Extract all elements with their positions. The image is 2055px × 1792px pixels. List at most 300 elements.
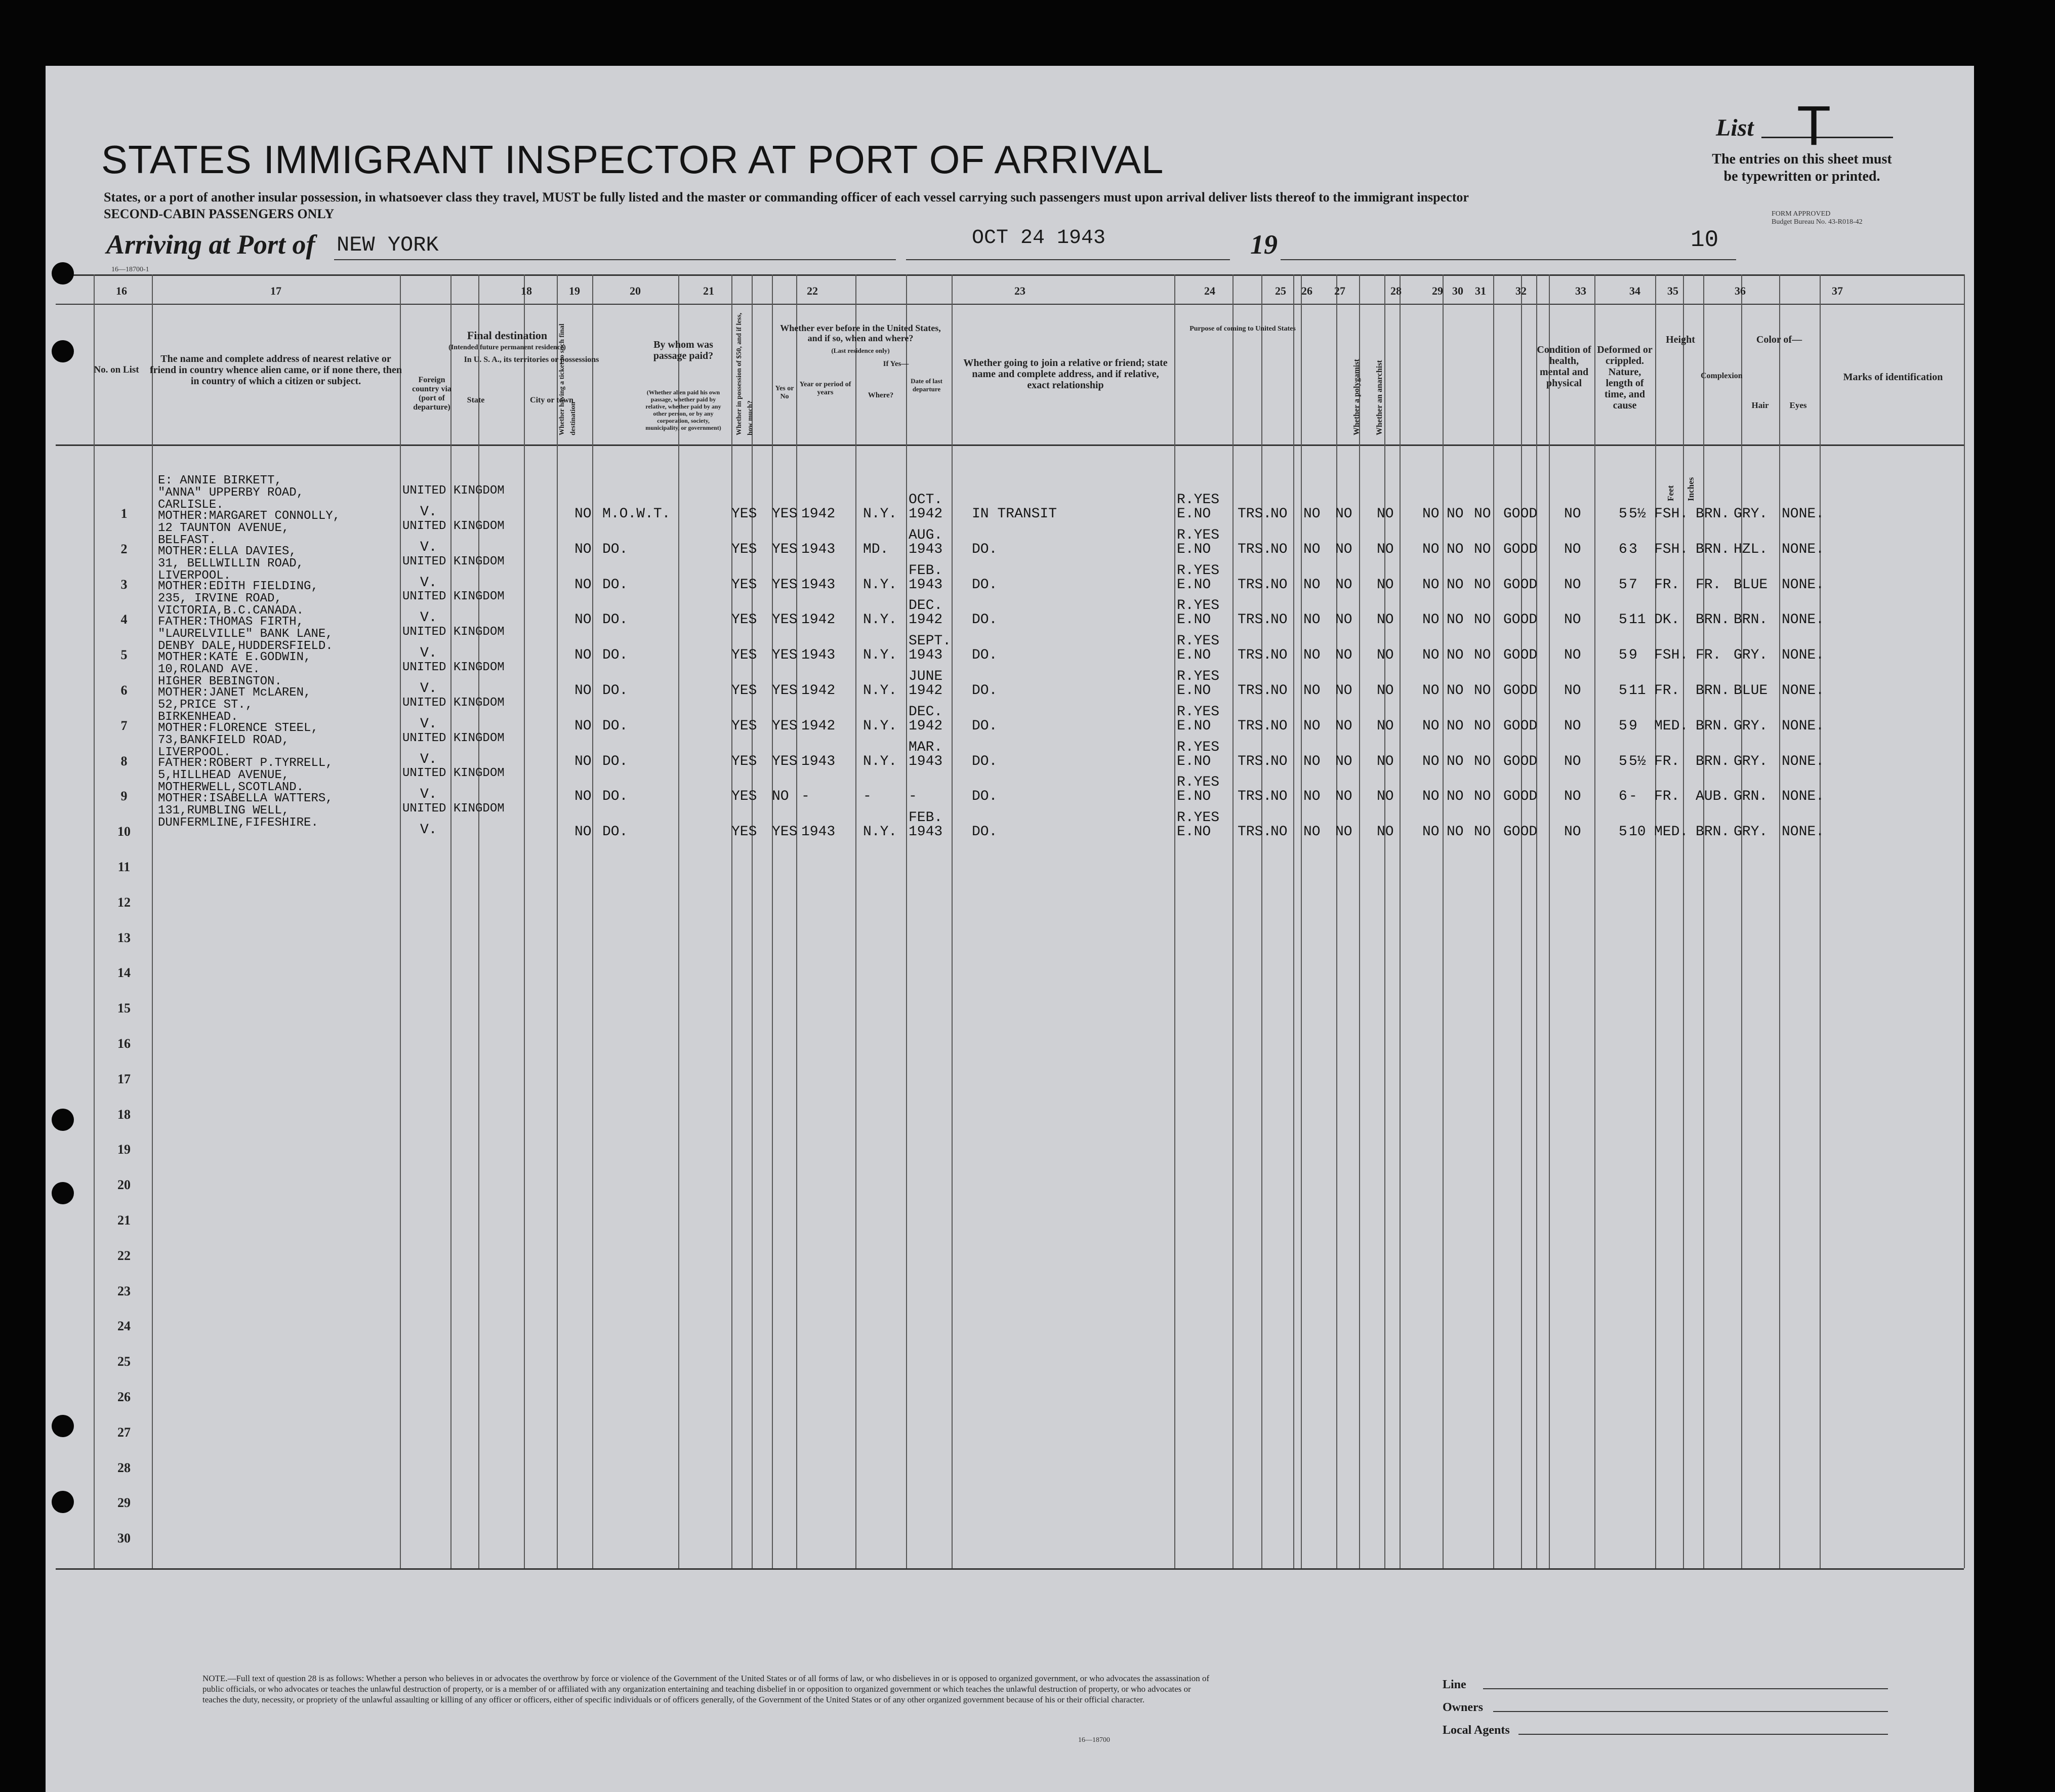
hdr-state: State — [467, 396, 485, 404]
column-number: 34 — [1629, 284, 1640, 297]
column-divider — [1232, 274, 1234, 1568]
column-divider — [1594, 274, 1595, 1568]
departure-month: DEC. — [909, 598, 943, 614]
col-26-polygamist: NO — [1303, 506, 1321, 522]
instruction-line-1: The entries on this sheet must — [1712, 151, 1892, 167]
where: N.Y. — [863, 824, 897, 840]
row-number: 4 — [120, 612, 128, 627]
departure-month: JUNE — [909, 669, 943, 684]
purpose-line-2: E.NO — [1177, 718, 1211, 734]
column-divider — [1336, 274, 1337, 1568]
height-feet: 5 — [1619, 612, 1627, 628]
instruction-line-2: be typewritten or printed. — [1723, 169, 1880, 184]
purpose-line-1: R.YES — [1177, 527, 1220, 543]
deformed: NO — [1564, 789, 1581, 805]
departure-month: SEPT. — [909, 633, 952, 649]
punch-hole — [52, 1415, 74, 1437]
col-25: NO — [1270, 753, 1288, 769]
hair-color: BRN. — [1696, 753, 1730, 769]
passage-paid: DO. — [602, 718, 628, 734]
joining-relative: DO. — [972, 718, 998, 734]
col-26-polygamist: NO — [1303, 824, 1321, 840]
marks-identification: NONE. — [1782, 577, 1825, 593]
departure-year: 1943 — [909, 577, 943, 593]
column-number: 20 — [630, 284, 641, 297]
purpose-line-2: E.NO — [1177, 577, 1211, 593]
col-26-polygamist: NO — [1303, 541, 1321, 557]
sheet-mark: 10 — [1691, 227, 1719, 253]
health-condition: GOOD — [1503, 753, 1538, 769]
port-departure: V. — [420, 681, 437, 697]
height-inches: 5½ — [1629, 753, 1646, 769]
footnote-text: NOTE.—Full text of question 28 is as follows: Whether a person who believes in or advocates the overthrow by force or violence of the Government of the United States or of all forms of law, or who disbelieves in or is opposed to organized government, or who advocates the assassination of public officials, or who advocates or teaches the unlawful destruction of property, or is a member of or affiliated with any organization entertaining and teaching disbelief in or opposition to organized government or which teaches the unlawful destruction of property, or who advocates or teaches the duty, necessity, or propriety of the unlawful assaulting or killing of any officer or officers, either of specific individuals or of officers generally, of the Government of the United States or of any other organized government because of his or their official character. — [202, 1674, 1210, 1704]
hdr-anarchist: Whether an anarchist — [1375, 360, 1384, 435]
purpose-line-1: R.YES — [1177, 562, 1220, 579]
col-25: NO — [1270, 506, 1288, 522]
port-departure: V. — [420, 645, 437, 662]
column-number: 24 — [1204, 284, 1215, 297]
row-number: 14 — [117, 965, 131, 981]
column-divider — [1820, 274, 1821, 1568]
address-line-3: DENBY DALE,HUDDERSFIELD. — [158, 639, 333, 654]
passage-paid: DO. — [602, 612, 628, 628]
table-top-border — [56, 274, 1964, 276]
hair-color: BRN. — [1696, 718, 1730, 734]
eye-color: GRY. — [1734, 718, 1768, 734]
address-line-1: MOTHER:ISABELLA WATTERS, — [158, 792, 333, 806]
joining-relative: DO. — [972, 824, 998, 840]
arrival-date: OCT 24 1943 — [972, 227, 1106, 250]
column-divider — [592, 274, 593, 1568]
hdr-joining: Whether going to join a relative or friend; state name and complete address, and if relative, exact relationship — [963, 357, 1168, 391]
col-27-anarchist: NO — [1335, 753, 1352, 769]
col-29: NO — [1422, 718, 1440, 734]
foreign-country: UNITED KINGDOM — [402, 625, 505, 639]
col-31: NO — [1474, 718, 1491, 734]
length-of-stay: TRS. — [1238, 683, 1272, 699]
column-divider — [752, 274, 753, 1568]
address-line-3: CARLISLE. — [158, 498, 224, 512]
row-number: 27 — [117, 1424, 131, 1440]
line-field[interactable] — [1483, 1688, 1888, 1689]
row-number: 8 — [120, 753, 128, 768]
address-line-1: MOTHER:MARGARET CONNOLLY, — [158, 509, 341, 523]
col-27-anarchist: NO — [1335, 647, 1352, 664]
marks-identification: NONE. — [1782, 718, 1825, 734]
length-of-stay: TRS. — [1238, 541, 1272, 557]
possession-50: YES — [731, 506, 757, 522]
ever-before: YES — [772, 577, 798, 593]
ever-before: YES — [772, 647, 798, 664]
col-28: NO — [1377, 612, 1394, 628]
col-28: NO — [1377, 577, 1394, 593]
address-line-1: MOTHER:EDITH FIELDING, — [158, 580, 318, 594]
col-29: NO — [1422, 789, 1440, 805]
address-line-2: "LAURELVILLE" BANK LANE, — [158, 627, 333, 641]
ever-before: YES — [772, 683, 798, 699]
hdr-color-of: Color of— — [1756, 334, 1802, 345]
form-approved: FORM APPROVED — [1772, 210, 1831, 218]
col-29: NO — [1422, 683, 1440, 699]
height-inches: 7 — [1629, 577, 1637, 593]
hdr-condition: Condition of health, mental and physical — [1537, 344, 1591, 389]
row-number: 17 — [117, 1071, 131, 1086]
row-number: 28 — [117, 1460, 131, 1475]
second-cabin-note: SECOND-CABIN PASSENGERS ONLY — [104, 207, 335, 221]
purpose-line-1: R.YES — [1177, 775, 1220, 791]
passage-paid: DO. — [602, 577, 628, 593]
passage-paid: DO. — [602, 753, 628, 769]
column-divider — [1293, 274, 1294, 1568]
ticket: NO — [574, 612, 592, 628]
hair-color: FR. — [1696, 577, 1721, 593]
hdr-yes-no: Yes or No — [775, 385, 794, 400]
col-25: NO — [1270, 824, 1288, 840]
column-divider — [1443, 274, 1444, 1568]
marks-identification: NONE. — [1782, 541, 1825, 557]
foreign-country: UNITED KINGDOM — [402, 696, 505, 710]
foreign-country: UNITED KINGDOM — [402, 731, 505, 745]
purpose-line-2: E.NO — [1177, 612, 1211, 628]
year-period: 1942 — [801, 683, 836, 699]
column-number: 18 — [521, 284, 532, 297]
col-29: NO — [1422, 577, 1440, 593]
passage-paid: DO. — [602, 789, 628, 805]
col-30: NO — [1447, 718, 1464, 734]
column-divider — [952, 274, 953, 1568]
joining-relative: DO. — [972, 541, 998, 557]
column-number: 31 — [1475, 284, 1486, 297]
address-line-2: 12 TAUNTON AVENUE, — [158, 521, 290, 535]
column-divider — [1384, 274, 1385, 1568]
foreign-country: UNITED KINGDOM — [402, 802, 505, 816]
height-inches: 3 — [1629, 541, 1637, 557]
col-26-polygamist: NO — [1303, 789, 1321, 805]
length-of-stay: TRS. — [1238, 577, 1272, 593]
departure-month: AUG. — [909, 527, 943, 543]
height-feet: 5 — [1619, 824, 1627, 840]
eye-color: GRY. — [1734, 824, 1768, 840]
complexion: FSH. — [1654, 541, 1689, 557]
where: N.Y. — [863, 612, 897, 628]
col-30: NO — [1447, 789, 1464, 805]
column-divider — [1964, 274, 1965, 1568]
column-divider — [478, 274, 479, 1568]
hdr-city: City or town — [530, 396, 573, 404]
col-31: NO — [1474, 824, 1491, 840]
address-line-3: DUNFERMLINE,FIFESHIRE. — [158, 816, 318, 830]
hdr-marks: Marks of identification — [1843, 372, 1943, 383]
column-divider — [1741, 274, 1742, 1568]
purpose-line-2: E.NO — [1177, 506, 1211, 522]
column-divider — [678, 274, 679, 1568]
column-number: 17 — [270, 284, 281, 297]
col-28: NO — [1377, 541, 1394, 557]
column-number: 27 — [1334, 284, 1345, 297]
deformed: NO — [1564, 577, 1581, 593]
column-number: 35 — [1667, 284, 1678, 297]
column-number: 30 — [1452, 284, 1463, 297]
col-25: NO — [1270, 647, 1288, 664]
hdr-final-destination-sub: (Intended future permanent residence) — [448, 344, 566, 351]
year-period: 1943 — [801, 647, 836, 664]
ever-before: YES — [772, 753, 798, 769]
row-number: 20 — [117, 1177, 131, 1193]
port-departure: V. — [420, 610, 437, 626]
column-divider — [557, 274, 558, 1568]
height-feet: 5 — [1619, 506, 1627, 522]
column-number: 28 — [1390, 284, 1402, 297]
height-inches: 11 — [1629, 612, 1646, 628]
row-number: 23 — [117, 1283, 131, 1298]
column-divider — [400, 274, 401, 1568]
address-line-2: 235, IRVINE ROAD, — [158, 592, 282, 606]
row-number: 25 — [117, 1354, 131, 1369]
height-feet: 5 — [1619, 753, 1627, 769]
column-divider — [1261, 274, 1262, 1568]
health-condition: GOOD — [1503, 541, 1538, 557]
column-divider — [1301, 274, 1302, 1568]
hdr-purpose: Purpose of coming to United States — [1189, 325, 1296, 333]
date-underline — [906, 259, 1230, 260]
departure-year: 1943 — [909, 753, 943, 769]
header-bottom-border — [56, 444, 1964, 446]
row-number: 12 — [117, 894, 131, 910]
joining-relative: DO. — [972, 647, 998, 664]
year-period: 1942 — [801, 612, 836, 628]
ticket: NO — [574, 753, 592, 769]
complexion: FSH. — [1654, 506, 1689, 522]
col-29: NO — [1422, 612, 1440, 628]
col-30: NO — [1447, 612, 1464, 628]
health-condition: GOOD — [1503, 718, 1538, 734]
height-inches: 9 — [1629, 647, 1637, 664]
hair-color: BRN. — [1696, 683, 1730, 699]
year-period: 1943 — [801, 541, 836, 557]
departure-year: 1943 — [909, 647, 943, 664]
address-line-2: 52,PRICE ST., — [158, 698, 253, 712]
foreign-country: UNITED KINGDOM — [402, 661, 505, 674]
departure-year: 1942 — [909, 683, 943, 699]
hdr-foreign-country: Foreign country via (port of departure) — [412, 376, 451, 412]
hdr-eyes: Eyes — [1789, 400, 1807, 410]
col-27-anarchist: NO — [1335, 541, 1352, 557]
header-note: States, or a port of another insular possession, in whatsoever class they travel, MUST be fully listed and the master or commanding officer of each vessel carrying such passengers must upon arrival deliver lists thereof to the immigrant inspector — [104, 190, 1469, 205]
hdr-by-whom-sub: (Whether alien paid his own passage, whether paid by relative, whether paid by any other person, or by any corporation, society, municipality, or government) — [645, 389, 721, 431]
column-divider — [1536, 274, 1537, 1568]
col-27-anarchist: NO — [1335, 612, 1352, 628]
deformed: NO — [1564, 683, 1581, 699]
height-feet: 6 — [1619, 789, 1627, 805]
col-28: NO — [1377, 647, 1394, 664]
column-number: 29 — [1432, 284, 1443, 297]
health-condition: GOOD — [1503, 506, 1538, 522]
col-29: NO — [1422, 647, 1440, 664]
col-31: NO — [1474, 789, 1491, 805]
joining-relative: IN TRANSIT — [972, 506, 1057, 522]
departure-year: - — [909, 789, 917, 805]
marks-identification: NONE. — [1782, 506, 1825, 522]
list-label: List — [1716, 114, 1754, 141]
hdr-hair: Hair — [1751, 400, 1769, 410]
column-divider — [1779, 274, 1780, 1568]
col-25: NO — [1270, 577, 1288, 593]
col-29: NO — [1422, 824, 1440, 840]
column-number: 36 — [1735, 284, 1746, 297]
eye-color: BLUE — [1734, 577, 1768, 593]
col-25: NO — [1270, 718, 1288, 734]
where: N.Y. — [863, 577, 897, 593]
health-condition: GOOD — [1503, 824, 1538, 840]
deformed: NO — [1564, 647, 1581, 664]
col-28: NO — [1377, 506, 1394, 522]
possession-50: YES — [731, 718, 757, 734]
col-30: NO — [1447, 683, 1464, 699]
departure-year: 1942 — [909, 612, 943, 628]
punch-hole — [52, 1491, 74, 1513]
purpose-line-2: E.NO — [1177, 647, 1211, 664]
row-number: 1 — [120, 506, 128, 521]
ever-before: YES — [772, 612, 798, 628]
col-30: NO — [1447, 506, 1464, 522]
column-divider — [731, 274, 732, 1568]
hdr-if-yes: If Yes— — [883, 360, 909, 368]
budget-bureau: Budget Bureau No. 43-R018-42 — [1772, 218, 1863, 226]
joining-relative: DO. — [972, 789, 998, 805]
ticket: NO — [574, 718, 592, 734]
address-line-1: MOTHER:ELLA DAVIES, — [158, 544, 297, 558]
purpose-line-1: R.YES — [1177, 739, 1220, 755]
purpose-line-1: R.YES — [1177, 492, 1220, 508]
page-title: STATES IMMIGRANT INSPECTOR AT PORT OF ARRIVAL — [101, 137, 1164, 182]
row-number: 22 — [117, 1248, 131, 1263]
deformed: NO — [1564, 541, 1581, 557]
col-30: NO — [1447, 647, 1464, 664]
column-number: 32 — [1515, 284, 1527, 297]
passage-paid: DO. — [602, 683, 628, 699]
col-28: NO — [1377, 824, 1394, 840]
height-inches: 9 — [1629, 718, 1637, 734]
owners-field[interactable] — [1493, 1711, 1888, 1712]
foreign-country: UNITED KINGDOM — [402, 590, 505, 604]
column-divider — [1549, 274, 1550, 1568]
complexion: FR. — [1654, 683, 1680, 699]
punch-hole — [52, 1109, 74, 1131]
possession-50: YES — [731, 753, 757, 769]
address-line-3: BIRKENHEAD. — [158, 710, 238, 724]
hdr-complexion: Complexion — [1701, 372, 1743, 380]
purpose-line-2: E.NO — [1177, 789, 1211, 805]
row-number: 3 — [120, 577, 128, 592]
year-period: 1943 — [801, 753, 836, 769]
possession-50: YES — [731, 683, 757, 699]
where: N.Y. — [863, 683, 897, 699]
year-underline — [1281, 259, 1736, 260]
length-of-stay: TRS. — [1238, 612, 1272, 628]
address-line-3: BELFAST. — [158, 533, 217, 547]
col-25: NO — [1270, 683, 1288, 699]
instructions — [1660, 151, 1944, 185]
column-divider — [906, 274, 907, 1568]
ever-before: YES — [772, 824, 798, 840]
hdr-by-whom: By whom was passage paid? — [653, 339, 714, 361]
complexion: FR. — [1654, 789, 1680, 805]
marks-identification: NONE. — [1782, 753, 1825, 769]
foreign-country: UNITED KINGDOM — [402, 519, 505, 533]
hdr-no-on-list: No. on List — [94, 364, 139, 375]
port-departure: V. — [420, 716, 437, 732]
row-number: 30 — [117, 1531, 131, 1546]
col-31: NO — [1474, 612, 1491, 628]
deformed: NO — [1564, 824, 1581, 840]
length-of-stay: TRS. — [1238, 789, 1272, 805]
height-inches: 5½ — [1629, 506, 1646, 522]
possession-50: YES — [731, 647, 757, 664]
agents-label: Local Agents — [1443, 1724, 1510, 1737]
col-26-polygamist: NO — [1303, 718, 1321, 734]
possession-50: YES — [731, 577, 757, 593]
hdr-year-period: Year or period of years — [799, 381, 851, 396]
column-divider — [1493, 274, 1494, 1568]
hdr-date-departure: Date of last departure — [911, 377, 942, 393]
height-feet: 5 — [1619, 647, 1627, 664]
row-number: 16 — [117, 1036, 131, 1051]
col-30: NO — [1447, 753, 1464, 769]
deformed: NO — [1564, 612, 1581, 628]
health-condition: GOOD — [1503, 612, 1538, 628]
col-30: NO — [1447, 577, 1464, 593]
address-line-3: VICTORIA,B.C.CANADA. — [158, 604, 304, 618]
agents-field[interactable] — [1518, 1734, 1888, 1735]
column-number: 22 — [807, 284, 818, 297]
purpose-line-1: R.YES — [1177, 810, 1220, 826]
col-29: NO — [1422, 753, 1440, 769]
marks-identification: NONE. — [1782, 824, 1825, 840]
purpose-line-1: R.YES — [1177, 669, 1220, 684]
column-number: 16 — [116, 284, 127, 297]
column-divider — [1683, 274, 1684, 1568]
complexion: MED. — [1654, 718, 1689, 734]
height-inches: 11 — [1629, 683, 1646, 699]
ticket: NO — [574, 647, 592, 664]
column-divider — [796, 274, 797, 1568]
col-27-anarchist: NO — [1335, 718, 1352, 734]
ticket: NO — [574, 541, 592, 557]
row-number: 29 — [117, 1495, 131, 1511]
complexion: FSH. — [1654, 647, 1689, 664]
eye-color: GRY. — [1734, 753, 1768, 769]
address-line-3: HIGHER BEBINGTON. — [158, 675, 282, 688]
possession-50: YES — [731, 612, 757, 628]
deformed: NO — [1564, 718, 1581, 734]
col-26-polygamist: NO — [1303, 647, 1321, 664]
year-period: 1943 — [801, 577, 836, 593]
address-line-1: MOTHER:KATE E.GODWIN, — [158, 650, 311, 664]
possession-50: YES — [731, 789, 757, 805]
length-of-stay: TRS. — [1238, 647, 1272, 664]
passage-paid: M.O.W.T. — [602, 506, 671, 522]
departure-year: 1942 — [909, 718, 943, 734]
purpose-line-2: E.NO — [1177, 541, 1211, 557]
where: N.Y. — [863, 647, 897, 664]
purpose-line-2: E.NO — [1177, 683, 1211, 699]
ever-before: NO — [772, 789, 789, 805]
where: MD. — [863, 541, 889, 557]
port-value: NEW YORK — [337, 233, 439, 257]
row-number: 24 — [117, 1319, 131, 1334]
owners-label: Owners — [1443, 1701, 1483, 1714]
joining-relative: DO. — [972, 577, 998, 593]
